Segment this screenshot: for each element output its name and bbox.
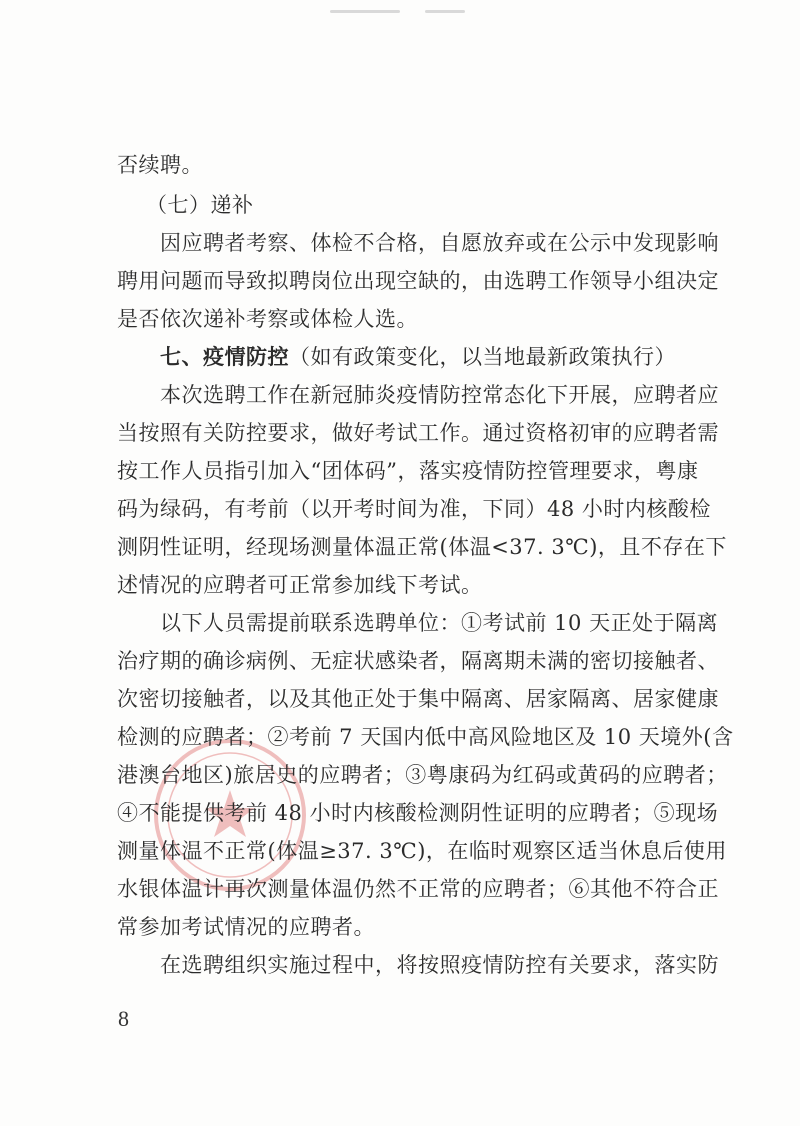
subsection-heading: （七）递补: [146, 193, 254, 217]
section-heading-note: （如有政策变化，以当地最新政策执行）: [289, 345, 676, 369]
body-line: 因应聘者考察、体检不合格，自愿放弃或在公示中发现影响: [160, 231, 719, 255]
body-line: 按工作人员指引加入“团体码”，落实疫情防控管理要求，粤康: [117, 459, 699, 483]
body-line: ④不能提供考前 48 小时内核酸检测阴性证明的应聘者；⑤现场: [117, 801, 719, 825]
body-line: 聘用问题而导致拟聘岗位出现空缺的，由选聘工作领导小组决定: [117, 269, 719, 293]
body-line: 港澳台地区)旅居史的应聘者；③粤康码为红码或黄码的应聘者；: [117, 763, 728, 787]
body-line: 在选聘组织实施过程中，将按照疫情防控有关要求，落实防: [160, 953, 719, 977]
body-line: 本次选聘工作在新冠肺炎疫情防控常态化下开展，应聘者应: [160, 383, 719, 407]
body-line: 测阴性证明，经现场测量体温正常(体温<37. 3℃)，且不存在下: [117, 535, 727, 559]
body-line: 水银体温计再次测量体温仍然不正常的应聘者；⑥其他不符合正: [117, 877, 719, 901]
body-line: 治疗期的确诊病例、无症状感染者，隔离期未满的密切接触者、: [117, 649, 719, 673]
section-heading-title: 七、疫情防控: [160, 344, 289, 369]
scan-artifact: [425, 10, 465, 13]
body-line: 检测的应聘者；②考前 7 天国内低中高风险地区及 10 天境外(含: [117, 725, 734, 749]
body-line: 常参加考试情况的应聘者。: [117, 915, 375, 939]
page-number: 8: [118, 1006, 129, 1031]
body-line: 当按照有关防控要求，做好考试工作。通过资格初审的应聘者需: [117, 421, 719, 445]
body-line: 码为绿码，有考前（以开考时间为准，下同）48 小时内核酸检: [117, 497, 711, 521]
body-line: 测量体温不正常(体温≥37. 3℃)，在临时观察区适当休息后使用: [117, 839, 727, 863]
body-line: 述情况的应聘者可正常参加线下考试。: [117, 573, 483, 597]
body-line: 以下人员需提前联系选聘单位：①考试前 10 天正处于隔离: [160, 611, 719, 635]
body-line: 否续聘。: [117, 153, 203, 177]
section-heading: [160, 342, 676, 372]
body-line: 次密切接触者，以及其他正处于集中隔离、居家隔离、居家健康: [117, 687, 719, 711]
scan-artifact: [330, 10, 400, 13]
body-line: 是否依次递补考察或体检人选。: [117, 307, 418, 331]
